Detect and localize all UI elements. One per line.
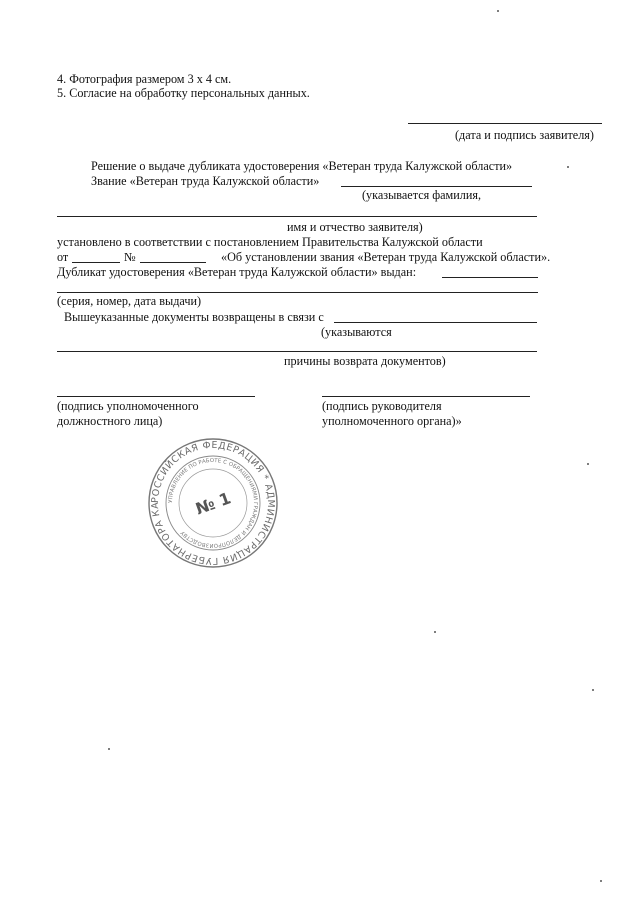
scan-speck [592, 689, 594, 691]
applicant-name-line [57, 216, 537, 217]
title-fill-line [341, 186, 532, 187]
scan-speck [434, 631, 436, 633]
duplicate-fill-line [442, 277, 538, 278]
hint-name: имя и отчество заявителя) [287, 220, 423, 234]
list-item-4: 4. Фотография размером 3 х 4 см. [57, 72, 232, 86]
resolution-title: «Об установлении звания «Ветеран труда Калужской области». [221, 250, 551, 264]
head-caption-2: уполномоченного органа)» [322, 414, 462, 428]
title-line: Звание «Ветеран труда Калужской области» [91, 174, 320, 188]
hint-reasons: причины возврата документов) [284, 354, 446, 368]
head-signature-line [322, 396, 530, 397]
seal-outer-text: РОССИЙСКАЯ ФЕДЕРАЦИЯ * АДМИНИСТРАЦИЯ ГУБЕРНАТОРА КА [149, 439, 277, 567]
applicant-signature-line [408, 123, 602, 124]
seal-inner-text: УПРАВЛЕНИЕ ПО РАБОТЕ С ОБРАЩЕНИЯМИ ГРАЖДАН И ДЕЛОПРОИЗВОДСТВУ [167, 457, 259, 549]
list-item-5: 5. Согласие на обработку персональных данных. [57, 86, 310, 100]
official-seal-graphic [146, 436, 280, 570]
seal-number: № 1 [193, 488, 234, 519]
official-seal [146, 436, 280, 570]
official-caption-1: (подпись уполномоченного [57, 399, 199, 413]
established-text: установлено в соответствии с постановлением Правительства Калужской области [57, 235, 483, 249]
decision-heading: Решение о выдаче дубликата удостоверения «Ветеран труда Калужской области» [91, 159, 513, 173]
hint-surname: (указывается фамилия, [362, 188, 482, 202]
date-fill-line [72, 262, 120, 263]
scan-speck [108, 748, 110, 750]
scan-speck [497, 10, 499, 12]
hint-indicated: (указываются [321, 325, 392, 339]
official-caption-2: должностного лица) [57, 414, 163, 428]
reasons-line [57, 351, 537, 352]
scan-speck [567, 166, 569, 168]
number-label: № [124, 250, 136, 264]
scan-speck [587, 463, 589, 465]
returned-text: Вышеуказанные документы возвращены в связи с [64, 310, 324, 324]
duplicate-issued-text: Дубликат удостоверения «Ветеран труда Калужской области» выдан: [57, 265, 417, 279]
scan-speck [600, 880, 602, 882]
returned-fill-line [334, 322, 537, 323]
applicant-signature-caption: (дата и подпись заявителя) [455, 128, 594, 142]
series-hint: (серия, номер, дата выдачи) [57, 294, 202, 308]
official-signature-line [57, 396, 255, 397]
number-fill-line [140, 262, 206, 263]
series-line [57, 292, 538, 293]
from-label: от [57, 250, 69, 264]
head-caption-1: (подпись руководителя [322, 399, 442, 413]
